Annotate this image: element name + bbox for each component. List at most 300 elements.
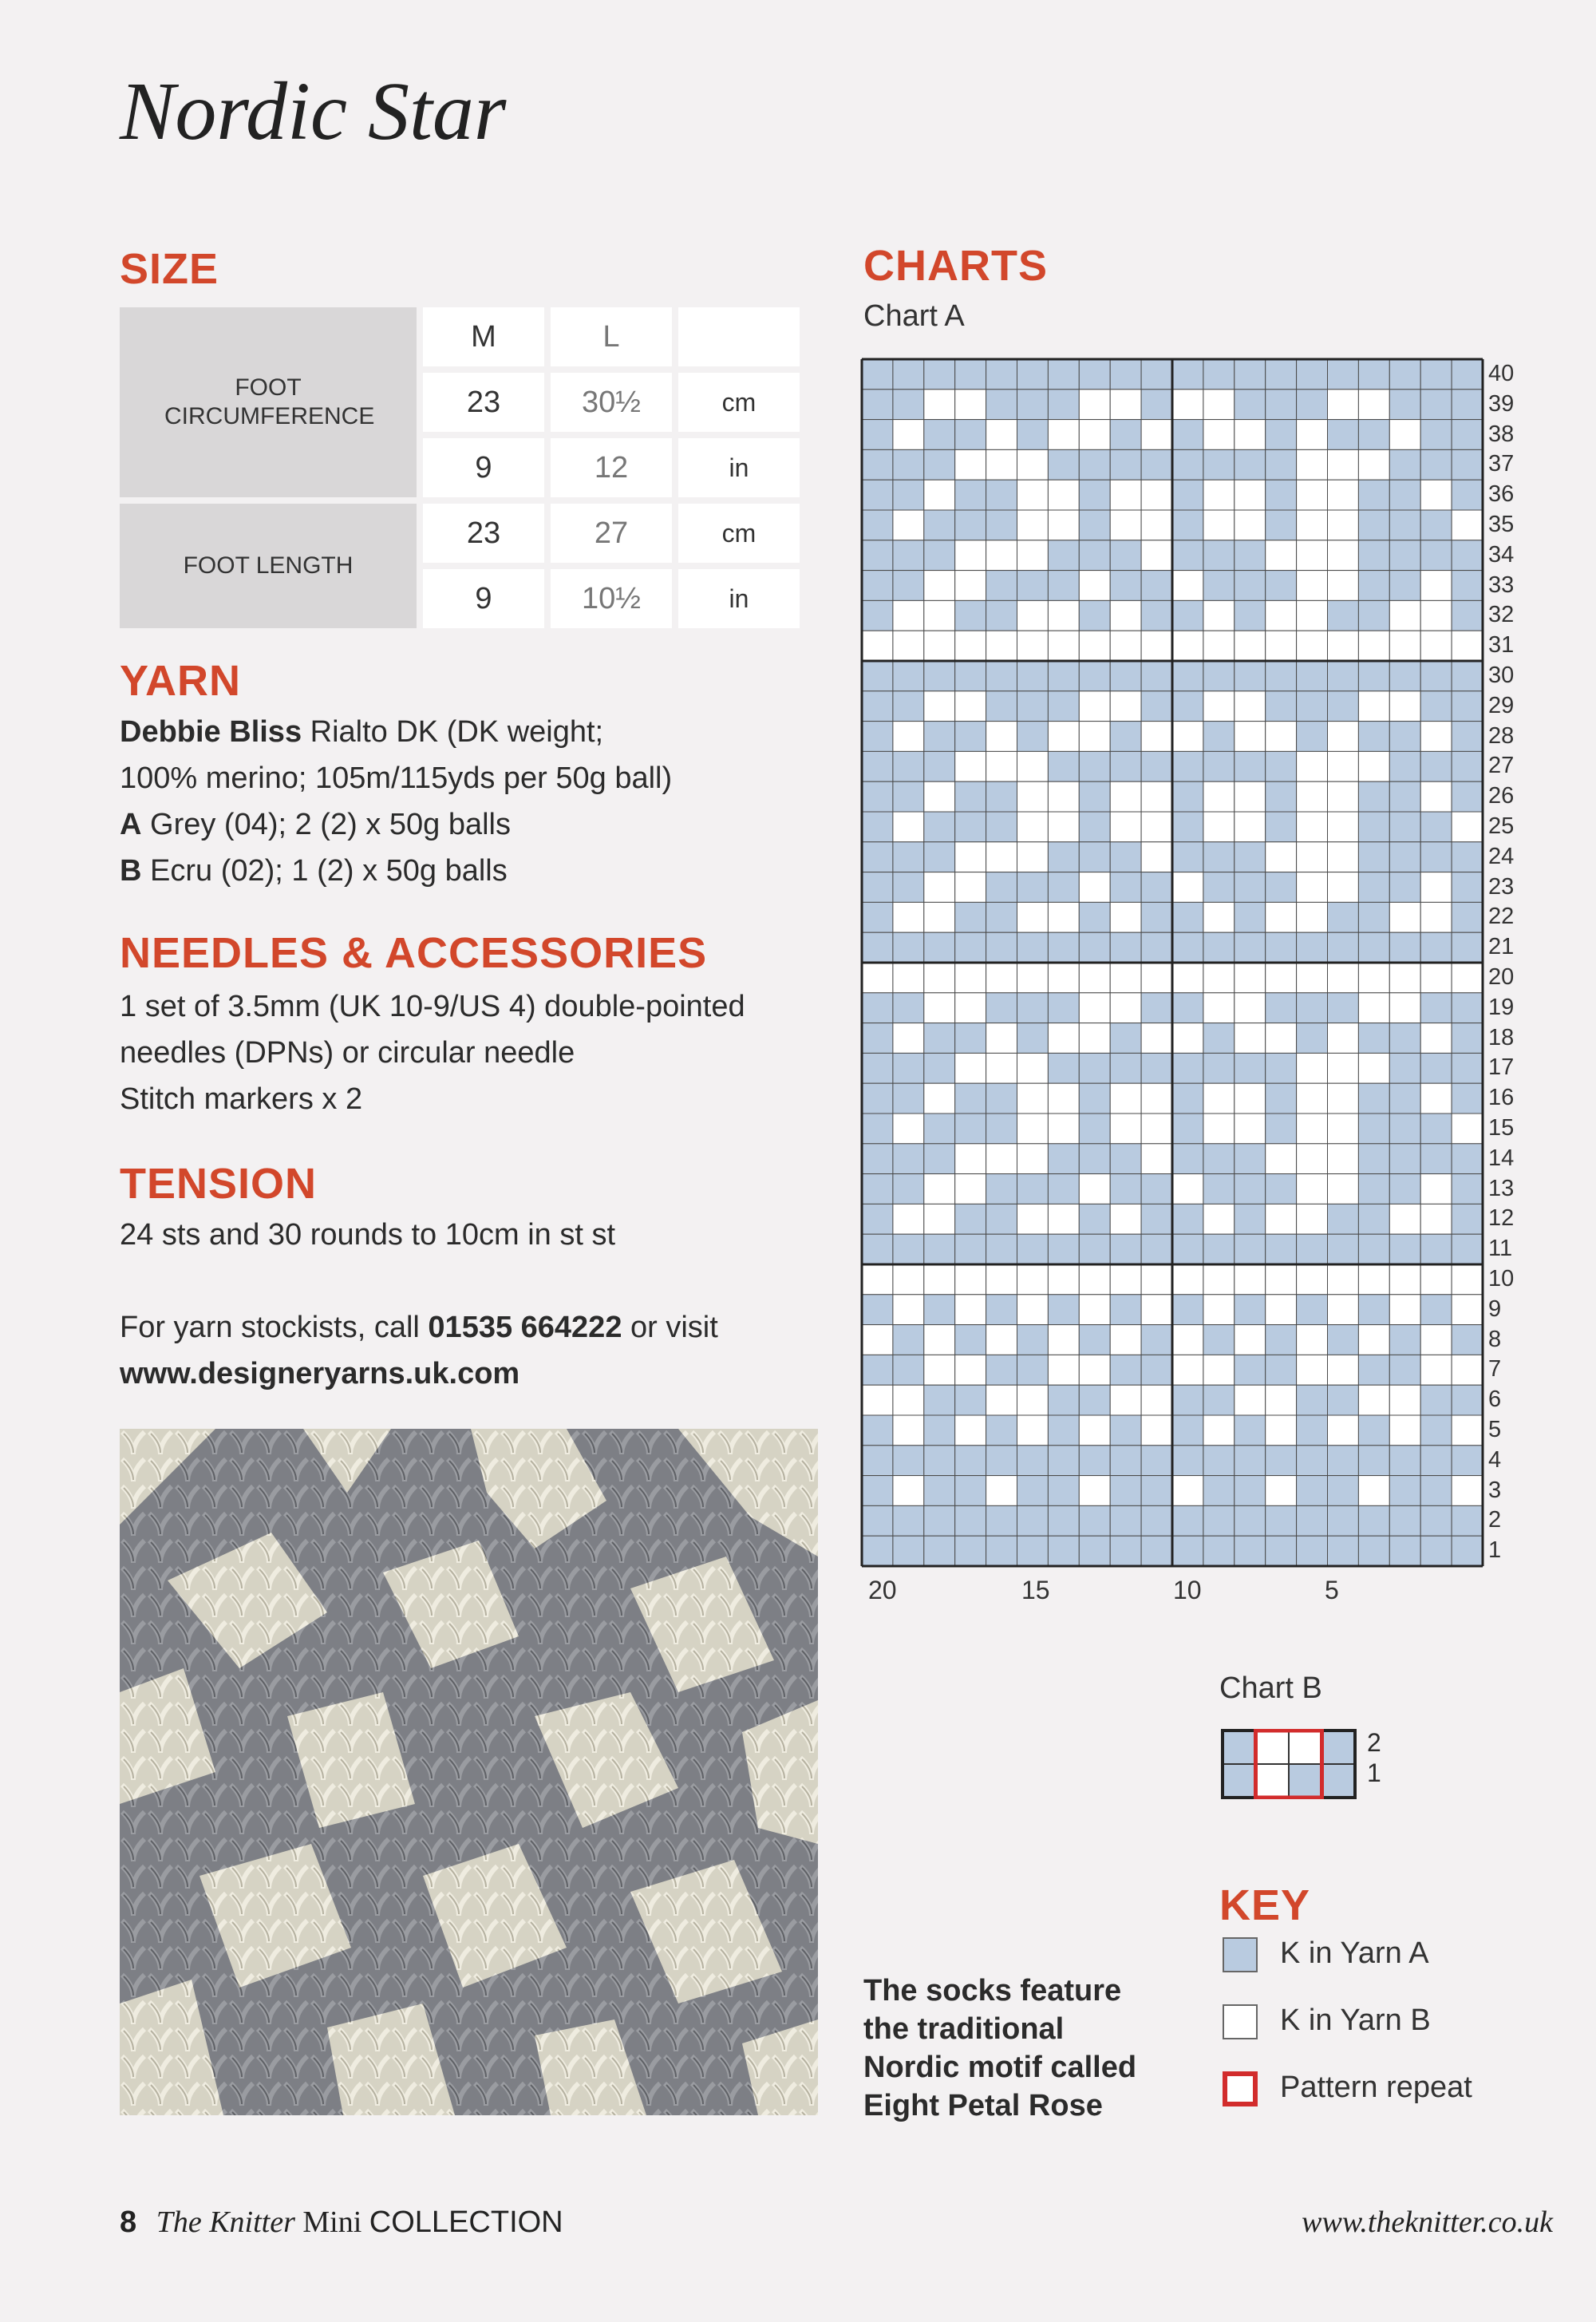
chart-a-cell [1048,390,1079,420]
chart-a-cell [893,600,924,631]
chart-a-cell [1110,872,1141,903]
chart-a-cell [893,420,924,450]
chart-a-cell [924,691,955,722]
chart-a-cell [1420,902,1452,932]
chart-a-cell [862,1385,893,1415]
chart-a-cell [1235,1446,1266,1476]
chart-a-cell [1452,1264,1483,1295]
chart-a-cell [1328,993,1359,1023]
chart-a-cell [1297,571,1328,601]
chart-a-cell [1389,1144,1420,1174]
chart-a-cell [955,781,986,812]
chart-a-cell [1420,1174,1452,1205]
chart-a-cell [1203,1476,1235,1506]
chart-a-cell [1235,902,1266,932]
chart-a-cell [1328,1536,1359,1566]
chart-a-cell [1389,1264,1420,1295]
chart-a-cell [986,1295,1017,1325]
chart-a-cell [1389,420,1420,450]
key-item-yarn-b: K in Yarn B [1223,2004,1431,2039]
chart-a-cell [1203,1446,1235,1476]
chart-a-cell [1141,781,1172,812]
chart-a-cell [1452,661,1483,691]
chart-a-cell [1420,1204,1452,1234]
chart-a-cell [1203,932,1235,963]
chart-a-cell [1048,1415,1079,1446]
chart-a-cell [862,631,893,661]
chart-a-cell [986,1505,1017,1536]
chart-a-cell [1172,600,1203,631]
chart-a-cell [1203,631,1235,661]
chart-a-cell [1389,1446,1420,1476]
chart-a-cell [893,631,924,661]
chart-b-row-2: 2 [1367,1728,1381,1757]
chart-a-cell [924,963,955,993]
chart-a-cell [1235,1234,1266,1264]
chart-a-cell [1420,420,1452,450]
chart-a-cell [1141,812,1172,842]
chart-a-cell [1141,722,1172,752]
chart-a-cell [1452,1144,1483,1174]
key-item-yarn-a: K in Yarn A [1223,1936,1429,1972]
chart-a-cell [1079,1446,1110,1476]
chart-a-cell [1235,1476,1266,1506]
chart-a-cell [1172,1325,1203,1355]
chart-a-cell [1203,600,1235,631]
chart-a-cell [924,1144,955,1174]
chart-a-cell [1266,1053,1297,1083]
chart-a-cell [1079,691,1110,722]
chart-a-cell [986,540,1017,571]
chart-a-cell [1203,691,1235,722]
chart-a-cell [955,420,986,450]
chart-a-cell [1266,691,1297,722]
chart-a-cell [1172,1174,1203,1205]
chart-a-cell [1328,1264,1359,1295]
chart-a-cell [1420,600,1452,631]
chart-a-cell [986,600,1017,631]
chart-a-cell [862,722,893,752]
chart-a-cell [1358,420,1389,450]
chart-a-cell [1452,751,1483,781]
chart-a-cell [1389,842,1420,872]
chart-a-cell [1328,1355,1359,1385]
chart-a-cell [924,1023,955,1054]
chart-a-cell [986,722,1017,752]
chart-a-cell [1266,1385,1297,1415]
chart-a-cell [862,571,893,601]
chart-a-cell [1017,600,1049,631]
chart-a-cell [1452,812,1483,842]
chart-a-cell [1297,1415,1328,1446]
chart-a-cell [1235,932,1266,963]
chart-a-cell [1079,1083,1110,1114]
chart-a-cell [1203,993,1235,1023]
chart-a-cell [1141,1023,1172,1054]
chart-a-cell [1048,359,1079,390]
chart-a-cell [1172,1295,1203,1325]
chart-a-cell [1141,600,1172,631]
chart-a-cell [1172,449,1203,480]
chart-a-cell [1141,420,1172,450]
chart-a-cell [1048,1083,1079,1114]
chart-a-cell [862,359,893,390]
chart-a-cell [1017,963,1049,993]
chart-a-cell [1452,1355,1483,1385]
chart-a-cell [1203,449,1235,480]
chart-a-cell [1141,1385,1172,1415]
chart-a-cell [1297,1446,1328,1476]
chart-a-cell [955,812,986,842]
size-cell: 9 [423,569,544,628]
chart-a-cell [955,872,986,903]
chart-a-cell [1266,1355,1297,1385]
chart-a-cell [862,1325,893,1355]
chart-a-cell [1110,1295,1141,1325]
chart-a-cell [893,722,924,752]
chart-a-cell [1110,1204,1141,1234]
chart-a-cell [1203,1325,1235,1355]
chart-a-cell [893,1536,924,1566]
chart-a-cell [1203,1114,1235,1144]
chart-a-cell [1141,751,1172,781]
chart-a-row-number: 40 [1488,360,1515,386]
chart-a-cell [1110,1385,1141,1415]
chart-a-cell [862,1505,893,1536]
chart-a-cell [1266,842,1297,872]
chart-a-cell [1266,902,1297,932]
chart-a-cell [955,1415,986,1446]
footer-url[interactable]: www.theknitter.co.uk [1302,2205,1553,2239]
chart-a-cell [924,1476,955,1506]
chart-a-cell [1235,631,1266,661]
page-title: Nordic Star [120,65,507,157]
chart-a-cell [1389,1204,1420,1234]
chart-a-cell [955,1295,986,1325]
chart-a-cell [1297,1385,1328,1415]
chart-a-cell [1452,722,1483,752]
chart-a-cell [924,540,955,571]
chart-a-cell [862,1295,893,1325]
chart-a-cell [1452,1114,1483,1144]
chart-a-cell [893,510,924,540]
col-l-header: L [551,307,672,366]
chart-a-cell [1141,993,1172,1023]
chart-a-cell [1389,571,1420,601]
chart-a-cell [986,691,1017,722]
chart-a-cell [986,1174,1017,1205]
chart-a-cell [1110,510,1141,540]
chart-a-cell [1017,842,1049,872]
chart-a-cell [1235,540,1266,571]
chart-a-cell [1203,1505,1235,1536]
chart-a-cell [1266,751,1297,781]
chart-a-cell [1235,993,1266,1023]
chart-a-cell [1172,963,1203,993]
chart-a-cell [1172,872,1203,903]
chart-a-cell [1420,691,1452,722]
chart-a-cell [1110,751,1141,781]
chart-a-row-number: 21 [1488,934,1515,960]
chart-a-cell [1389,1053,1420,1083]
chart-a-cell [862,540,893,571]
chart-a-cell [1389,812,1420,842]
chart-a-cell [1172,812,1203,842]
chart-a-cell [1389,510,1420,540]
chart-a-cell [1266,993,1297,1023]
chart-a-cell [1266,510,1297,540]
chart-a-cell [1203,1083,1235,1114]
chart-a-cell [893,1325,924,1355]
chart-a-cell [1389,722,1420,752]
chart-a-cell [1328,1295,1359,1325]
chart-a-cell [1235,1023,1266,1054]
chart-a-cell [1420,1536,1452,1566]
chart-a-row-number: 13 [1488,1175,1515,1201]
chart-a-cell [862,1114,893,1144]
chart-a-cell [1358,932,1389,963]
chart-a-cell [1079,751,1110,781]
chart-a-cell [1172,842,1203,872]
chart-a-cell [1017,1264,1049,1295]
chart-a-cell [1297,751,1328,781]
chart-a-row-number: 37 [1488,451,1515,477]
chart-a-cell [1017,722,1049,752]
chart-a-cell [1110,963,1141,993]
chart-a-cell [1172,1114,1203,1144]
chart-a-cell [1203,1415,1235,1446]
size-cell: 30½ [551,373,672,432]
chart-a-cell [1110,1114,1141,1144]
chart-a-cell [924,751,955,781]
chart-a-cell [1358,631,1389,661]
chart-a-row-number: 7 [1488,1356,1502,1383]
chart-a-cell [893,1385,924,1415]
yarn-brand: Debbie Bliss [120,715,302,749]
chart-a-cell [1172,359,1203,390]
chart-a-cell [1203,872,1235,903]
chart-a-cell [1110,449,1141,480]
chart-a-cell [1048,1536,1079,1566]
chart-a-cell [1048,932,1079,963]
chart-a-cell [1358,781,1389,812]
chart-a-row-number: 31 [1488,632,1515,659]
chart-a-cell [862,600,893,631]
chart-a-cell [1079,1385,1110,1415]
chart-a-cell [1017,1174,1049,1205]
chart-a-cell [862,480,893,510]
chart-a-cell [893,480,924,510]
chart-a-cell [893,781,924,812]
chart-a-cell [955,1174,986,1205]
chart-a-cell [924,359,955,390]
chart-a-cell [1203,390,1235,420]
chart-a-cell [1358,993,1389,1023]
stockists-url[interactable]: www.designeryarns.uk.com [120,1357,520,1390]
chart-a-cell [924,842,955,872]
chart-a-cell [1079,781,1110,812]
chart-a-cell [1079,1174,1110,1205]
chart-a-cell [1172,1476,1203,1506]
chart-a-row-number: 24 [1488,843,1515,869]
chart-a-cell [1079,993,1110,1023]
chart-a-cell [1110,1415,1141,1446]
chart-a-cell [1420,842,1452,872]
chart-a-cell [1048,1174,1079,1205]
chart-a-cell [1141,571,1172,601]
chart-a-cell [893,1053,924,1083]
chart-a-cell [1452,390,1483,420]
chart-a-cell [893,1415,924,1446]
chart-a-cell [1141,1083,1172,1114]
chart-a-cell [862,1083,893,1114]
chart-a-row-number: 27 [1488,753,1515,779]
chart-a-cell [1079,1204,1110,1234]
col-unit-header [678,307,800,366]
chart-a-col-5: 5 [1325,1576,1339,1604]
chart-a-cell [1048,691,1079,722]
chart-a-cell [1110,1355,1141,1385]
chart-a-cell [1203,661,1235,691]
chart-a-cell [1203,842,1235,872]
chart-a-cell [1358,1023,1389,1054]
chart-a-cell [924,781,955,812]
chart-a-cell [1048,1385,1079,1415]
chart-a-cell [1266,1264,1297,1295]
chart-a-cell [862,1264,893,1295]
chart-a-cell [1048,1023,1079,1054]
chart-a-cell [1266,571,1297,601]
chart-a-cell [1297,480,1328,510]
chart-a-cell [1420,661,1452,691]
chart-a-col-20: 20 [868,1576,897,1604]
chart-a-cell [893,1505,924,1536]
chart-a-cell [1110,812,1141,842]
chart-a-cell [986,1204,1017,1234]
chart-a-cell [1358,963,1389,993]
chart-a-cell [1017,540,1049,571]
chart-a-cell [1048,540,1079,571]
chart-a-cell [1389,1385,1420,1415]
chart-a-cell [1110,1536,1141,1566]
chart-a-cell [1017,1083,1049,1114]
chart-a-cell [1172,1144,1203,1174]
chart-a-cell [1017,691,1049,722]
chart-a-cell [955,1053,986,1083]
stockists-info: For yarn stockists, call 01535 664222 or visit www.designeryarns.uk.com [120,1311,718,1390]
chart-a-cell [1141,1476,1172,1506]
chart-a-cell [1297,872,1328,903]
chart-a-cell [1297,1204,1328,1234]
chart-a-cell [1452,1204,1483,1234]
chart-a-cell [1452,1536,1483,1566]
chart-a-cell [1235,1505,1266,1536]
chart-a-cell [1358,1505,1389,1536]
chart-a-cell [955,932,986,963]
chart-a-cell [1452,420,1483,450]
chart-a-cell [1235,359,1266,390]
chart-a-row-number: 8 [1488,1326,1502,1352]
chart-a-cell [1420,722,1452,752]
chart-a-cell [893,751,924,781]
chart-a-cell [862,390,893,420]
chart-a-cell [1328,691,1359,722]
chart-a-row-number: 28 [1488,722,1515,749]
chart-a-cell [1452,1446,1483,1476]
chart-a-cell [1048,1505,1079,1536]
chart-a-cell [1017,1234,1049,1264]
chart-a-cell [1452,993,1483,1023]
chart-a-cell [862,1446,893,1476]
chart-a-cell [986,661,1017,691]
chart-a-cell [1297,1536,1328,1566]
chart-a-cell [1048,1264,1079,1295]
chart-a-cell [1358,1053,1389,1083]
chart-a-cell [1172,510,1203,540]
yarn-a-swatch-icon [1223,1937,1258,1972]
chart-a-cell [1235,1325,1266,1355]
chart-a-cell [1110,993,1141,1023]
chart-a-cell [1266,1476,1297,1506]
chart-a-cell [1017,390,1049,420]
chart-a-cell [1079,1053,1110,1083]
chart-a-cell [862,691,893,722]
chart-a-cell [893,359,924,390]
chart-a-cell [986,1385,1017,1415]
chart-a-cell [1235,1204,1266,1234]
chart-a-cell [924,902,955,932]
chart-a-cell [1358,1476,1389,1506]
chart-a-cell [1452,449,1483,480]
chart-a-cell [1328,1204,1359,1234]
chart-a-cell [893,1204,924,1234]
chart-a-cell [893,390,924,420]
chart-a-cell [986,1536,1017,1566]
chart-a-cell [1110,600,1141,631]
chart-a-cell [986,932,1017,963]
chart-a-cell [1017,1415,1049,1446]
chart-a-cell [1358,842,1389,872]
chart-a-cell [1079,902,1110,932]
chart-a-cell [1297,600,1328,631]
size-cell: 27 [551,504,672,563]
chart-a-cell [1452,480,1483,510]
chart-a-cell [1048,963,1079,993]
chart-a-cell [893,963,924,993]
chart-a-cell [893,1355,924,1385]
chart-a-cell [986,812,1017,842]
chart-b-cell [1223,1764,1256,1798]
chart-a-cell [986,1264,1017,1295]
chart-a-cell [1048,812,1079,842]
chart-a-cell [1297,420,1328,450]
chart-a-cell [1452,1476,1483,1506]
chart-a-cell [1420,1385,1452,1415]
chart-a-cell [1235,1083,1266,1114]
chart-a-cell [1141,1234,1172,1264]
chart-a-cell [924,993,955,1023]
chart-a-cell [1110,480,1141,510]
chart-a-cell [1048,781,1079,812]
chart-a-cell [1328,842,1359,872]
chart-a-cell [1328,1325,1359,1355]
chart-a-cell [1389,1536,1420,1566]
chart-a-cell [924,872,955,903]
chart-a-cell [1389,1083,1420,1114]
chart-b-label: Chart B [1219,1671,1322,1705]
chart-a-cell [1203,510,1235,540]
size-cell: 23 [423,373,544,432]
